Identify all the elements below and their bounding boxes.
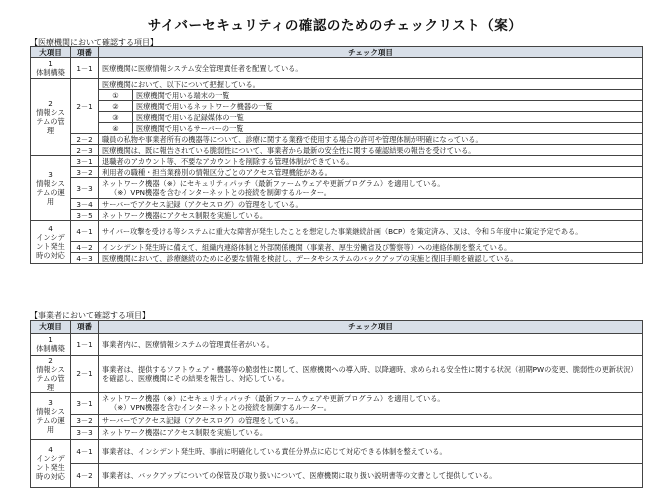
category-label: 4 インシデント発生時の対応 — [36, 445, 65, 481]
header-item: 項番 — [71, 47, 99, 58]
sub-item-symbol: ① — [99, 90, 133, 101]
item-number: 1－1 — [71, 333, 99, 355]
item-number: 2－1 — [71, 355, 99, 392]
category-cell — [31, 58, 71, 79]
check-item: ネットワーク機器にアクセス制限を実施している。 — [99, 210, 643, 221]
sub-item: 医療機関で用いるサーバーの一覧 — [133, 123, 643, 134]
category-cell — [31, 392, 71, 439]
check-item: インシデント発生時に備えて、組織内連絡体制と外部関係機関（事業者、厚生労働省及び警察等）への連絡体制を整えている。 — [99, 242, 643, 253]
category-cell — [31, 355, 71, 392]
check-item-text: ネットワーク機器（※）にセキュリティパッチ（最新ファームウェアや更新プログラム）を適用している。 — [102, 394, 445, 403]
item-number: 3－1 — [71, 156, 99, 167]
check-item: サイバー攻撃を受ける等システムに重大な障害が発生したことを想定した事業継続計画（BCP）を策定済み、又は、令和５年度中に策定予定である。 — [99, 221, 643, 242]
item-number: 3－2 — [71, 414, 99, 427]
check-item: サーバーでアクセス記録（アクセスログ）の管理をしている。 — [99, 199, 643, 210]
item-number: 1－1 — [71, 58, 99, 79]
item-number: 4－1 — [71, 221, 99, 242]
category-label: 4 インシデント発生時の対応 — [36, 224, 65, 260]
item-number: 4－2 — [71, 242, 99, 253]
item-number: 3－3 — [71, 427, 99, 440]
category-label: 1 体制構築 — [36, 335, 65, 353]
item-number: 3－2 — [71, 167, 99, 178]
check-item: 医療機関において、診療継続のために必要な情報を検討し、データやシステムのバックアップの実施と復旧手順を確認している。 — [99, 253, 643, 264]
item-number: 2－1 — [71, 79, 99, 134]
item-number: 2－3 — [71, 145, 99, 156]
category-label: 1 体制構築 — [36, 59, 65, 77]
section-caption-medical: 【医療機関において確認する項目】 — [30, 38, 158, 47]
item-number: 3－4 — [71, 199, 99, 210]
check-item-note: （※）VPN機器を含むインターネットとの接続を制御するルーター。 — [110, 188, 331, 197]
checklist-table-medical — [30, 46, 643, 264]
check-item-note: （※）VPN機器を含むインターネットとの接続を制御するルーター。 — [110, 403, 331, 412]
category-cell — [31, 439, 71, 487]
header-check: チェック項目 — [99, 47, 643, 58]
check-item: 職員の私物や事業者所有の機器等について、診療に関する業務で使用する場合の許可や管理体制が明確になっている。 — [99, 134, 643, 145]
header-category: 大項目 — [31, 321, 71, 334]
item-number: 3－5 — [71, 210, 99, 221]
category-cell — [31, 221, 71, 264]
sub-item: 医療機関で用いる記録媒体の一覧 — [133, 112, 643, 123]
check-item: 事業者は、インシデント発生時、事前に明確化している責任分界点に応じて対応できる体制を整えている。 — [99, 439, 643, 463]
check-item — [99, 392, 643, 414]
check-item: 退職者のアカウント等、不要なアカウントを削除する管理体制ができている。 — [99, 156, 643, 167]
check-item-text: ネットワーク機器（※）にセキュリティパッチ（最新ファームウェアや更新プログラム）を適用している。 — [102, 179, 445, 188]
page-title: サイバーセキュリティの確認のためのチェックリスト（案） — [147, 18, 523, 34]
sub-item-symbol: ② — [99, 101, 133, 112]
check-item: 事業者は、バックアップについての保管及び取り扱いについて、医療機関に取り扱い説明書等の文書として提供している。 — [99, 463, 643, 487]
sub-item-symbol: ③ — [99, 112, 133, 123]
check-item — [99, 178, 643, 199]
sub-item-symbol: ④ — [99, 123, 133, 134]
header-check: チェック項目 — [99, 321, 643, 334]
category-label: 2 情報システムの管理 — [36, 99, 65, 135]
item-number: 4－1 — [71, 439, 99, 463]
category-label: 2 情報システムの管理 — [36, 355, 65, 392]
category-cell — [31, 156, 71, 221]
item-number: 4－3 — [71, 253, 99, 264]
section-caption-vendor: 【事業者において確認する項目】 — [30, 311, 150, 320]
item-number: 3－1 — [71, 392, 99, 414]
category-cell — [31, 79, 71, 156]
check-item: 医療機関は、既に報告されている脆弱性について、事業者から最新の安全性に関する確認結果の報告を受けている。 — [99, 145, 643, 156]
category-cell — [31, 333, 71, 355]
check-item: 医療機関に医療情報システム安全管理責任者を配置している。 — [99, 58, 643, 79]
check-item: 事業者内に、医療情報システムの管理責任者がいる。 — [99, 333, 643, 355]
checklist-table-vendor — [30, 320, 643, 488]
item-number: 3－3 — [71, 178, 99, 199]
header-item: 項番 — [71, 321, 99, 334]
category-label: 3 情報システムの運用 — [36, 170, 65, 206]
sub-item: 医療機関で用いる端末の一覧 — [133, 90, 643, 101]
check-item: 医療機関において、以下について把握している。 — [99, 79, 643, 90]
check-item: ネットワーク機器にアクセス制限を実施している。 — [99, 427, 643, 440]
header-category: 大項目 — [31, 47, 71, 58]
sub-item: 医療機関で用いるネットワーク機器の一覧 — [133, 101, 643, 112]
check-item: サーバーでアクセス記録（アクセスログ）の管理をしている。 — [99, 414, 643, 427]
item-number: 2－2 — [71, 134, 99, 145]
item-number: 4－2 — [71, 463, 99, 487]
category-label: 3 情報システムの運用 — [36, 397, 65, 434]
check-item: 利用者の職種・担当業務別の情報区分ごとのアクセス管理機能がある。 — [99, 167, 643, 178]
check-item: 事業者は、提供するソフトウェア・機器等の脆弱性に関して、医療機関への導入時、以降適時、求められる安全性に関する状況（初期PWの変更、脆弱性の更新状況）を確認し、医療機関にその結果を報告し、対応している。 — [99, 355, 643, 392]
